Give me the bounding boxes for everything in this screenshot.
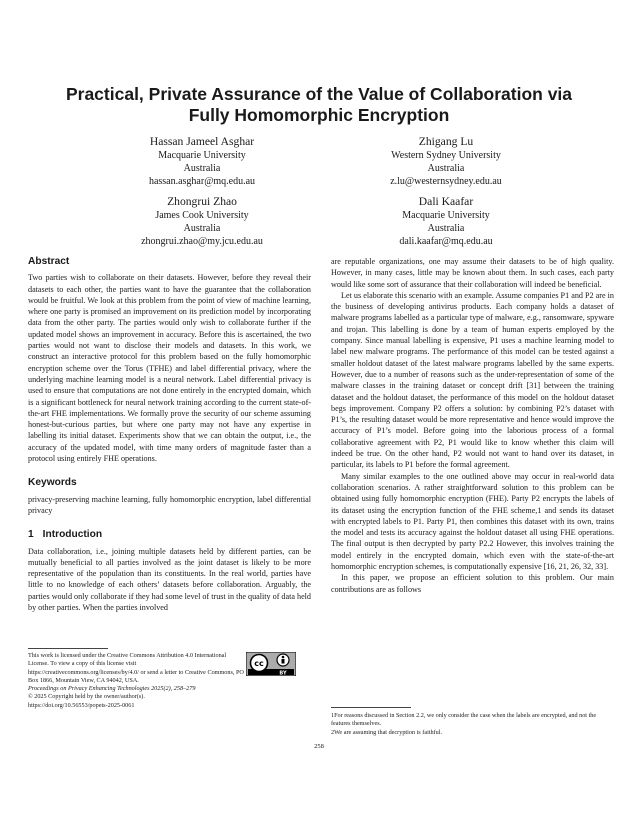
author-block-1	[92, 135, 312, 188]
footnote-rule	[28, 648, 108, 649]
page-number: 258	[314, 743, 324, 750]
section-title: Introduction	[42, 529, 103, 541]
by-text: BY	[279, 670, 287, 676]
author-affiliation: Western Sydney University	[391, 150, 501, 161]
footnote-2: 2We are assuming that decryption is faithful.	[331, 729, 443, 736]
author-name: Zhongrui Zhao	[167, 195, 237, 208]
author-block-3	[92, 195, 312, 248]
paragraph: Many similar examples to the one outlined above may occur in real-world data collaboration scenarios. A rather straightforward solution to this problem can be obtained using fully homomorphic encryption (FHE). Party P2 encrypts the labels of its dataset using the encryption function of the FHE scheme,1 and sends its dataset with encrypted labels to P1. Party P1, then combines this dataset with its own, trains the model and tests its accuracy against the holdout dataset all using FHE operations. The final output is then decrypted by party P2.2 However, this involves training the model entirely in the encrypted domain, which even with the state-of-the-art homomorphic encryption schemes, is computationally expensive [16, 21, 26, 32, 33].	[331, 471, 614, 572]
intro-paragraph: Data collaboration, i.e., joining multiple datasets held by different parties, can be mutually beneficial to all parties involved as the joint dataset is likely to be more representative of the population than its constituents. In the real world, parties have little to no knowledge of each others’ datasets before collaboration. Arguably, the parties would only collaborate if they had some level of trust in the quality of data held by other parties. When the parties involved	[28, 546, 311, 613]
left-column	[28, 256, 311, 613]
author-country: Australia	[427, 222, 465, 234]
author-block-4	[336, 195, 556, 248]
paragraph: are reputable organizations, one may assume their datasets to be of high quality. However, in many cases, little may be known about them. In such cases, each party would like some sort of assurance that their collaboration will indeed be beneficial.	[331, 257, 614, 289]
venue: Proceedings on Privacy Enhancing Technologies 2025(2), 258–279	[28, 685, 196, 692]
publication-info	[28, 685, 311, 710]
author-name: Hassan Jameel Asghar	[149, 135, 255, 148]
author-email: hassan.asghar@mq.edu.au	[148, 175, 256, 187]
abstract-heading: Abstract	[28, 256, 70, 267]
section-number: 1	[28, 529, 34, 541]
keywords-text: privacy-preserving machine learning, fully homomorphic encryption, label differential privacy	[28, 494, 311, 515]
section-heading-introduction	[28, 529, 311, 540]
abstract-text: Two parties wish to collaborate on their datasets. However, before they reveal their datasets to each other, the parties want to have the guarantee that the collaboration would be fruitful. We look at this problem from the point of view of machine learning, where one party is promised an improvement on its prediction model by incorporating data from the other party. The parties would only wish to collaborate further if the updated model shows an improvement in accuracy. Before this is ascertained, the two parties would not want to disclose their models and datasets. In this work, we construct an interactive protocol for this problem based on the fully homomorphic encryption scheme over the Torus (TFHE) and label differential privacy, where the underlying machine learning model is a neural network. Label differential privacy is used to ensure that computations are not done entirely in the encrypted domain, which is a significant bottleneck for neural network training according to the current state-of-the-art FHE implementations. We formally prove the security of our scheme assuming honest-but-curious parties, but where one party may not have any expertise in labelling its initial dataset. Experiments show that we can obtain the output, i.e., the accuracy of the updated model, with time many orders of magnitude faster than a protocol using entirely FHE operations.	[28, 273, 311, 464]
author-country: Australia	[183, 222, 221, 234]
author-email: z.lu@westernsydney.edu.au	[390, 175, 502, 187]
author-block-2	[336, 135, 556, 188]
author-country: Australia	[427, 162, 465, 174]
cc-by-badge	[246, 652, 296, 676]
doi: https://doi.org/10.56553/popets-2025-0061	[28, 701, 135, 709]
author-country: Australia	[183, 162, 221, 174]
author-name: Dali Kaafar	[418, 195, 474, 208]
author-name: Zhigang Lu	[418, 135, 474, 148]
title-line-2: Fully Homomorphic Encryption	[188, 105, 450, 125]
paragraph: In this paper, we propose an efficient solution to this problem. Our main contributions are as follows	[331, 573, 614, 594]
title-line-1: Practical, Private Assurance of the Value of Collaboration via	[65, 84, 573, 104]
paper-title	[40, 84, 598, 126]
cc-logo-text: cc	[254, 659, 264, 668]
keywords-heading: Keywords	[28, 477, 77, 489]
author-email: zhongrui.zhao@my.jcu.edu.au	[141, 235, 263, 247]
license-notice: This work is licensed under the Creative Commons Attribution 4.0 International License. To view a copy of this license visit https://creativecommons.org/licenses/by/4.0/ or send a letter to Creative Commons, PO Box 1866, Mountain View, CA 94042, USA.	[28, 652, 244, 684]
author-affiliation: Macquarie University	[158, 150, 246, 161]
footnote-1: 1For reasons discussed in Section 2.2, we only consider the case when the labels are encrypted, and not the features themselves.	[331, 712, 597, 727]
copyright: © 2025 Copyright held by the owner/author(s).	[28, 693, 145, 701]
paragraph: Let us elaborate this scenario with an example. Assume companies P1 and P2 are in the business of developing antivirus products. Each company holds a dataset of malware programs labelled as a particular type of malware, e.g., ransomware, spyware and trojan. This labelling is done by a team of human experts employed by the company. Since manual labelling is expensive, P1 uses a machine learning model to label new malware programs. The performance of this model can be tested against a smaller holdout dataset of the latest malware programs labelled by the same experts. However, due to a number of reasons such as the under-representation of some of the malware classes in the training dataset or concept drift [31] between the training dataset and the holdout dataset, the performance of this model on the holdout dataset begs improvement. Company P2 offers a solution: by combining P2’s dataset with P1’s, the resulting dataset would be more representative and hence would improve the accuracy of P1’s model. Before going into the laborious process of a formal collaborative agreement with P2, P1 would like to know whether this claim will indeed be true. On the other hand, P2 would not want to hand over its dataset, in particular, its labels to P1 before the formal agreement.	[331, 290, 614, 470]
author-email: dali.kaafar@mq.edu.au	[399, 235, 493, 247]
right-column	[331, 256, 614, 595]
author-affiliation: Macquarie University	[402, 210, 490, 221]
author-affiliation: James Cook University	[155, 210, 249, 221]
footnote-rule	[331, 707, 411, 708]
